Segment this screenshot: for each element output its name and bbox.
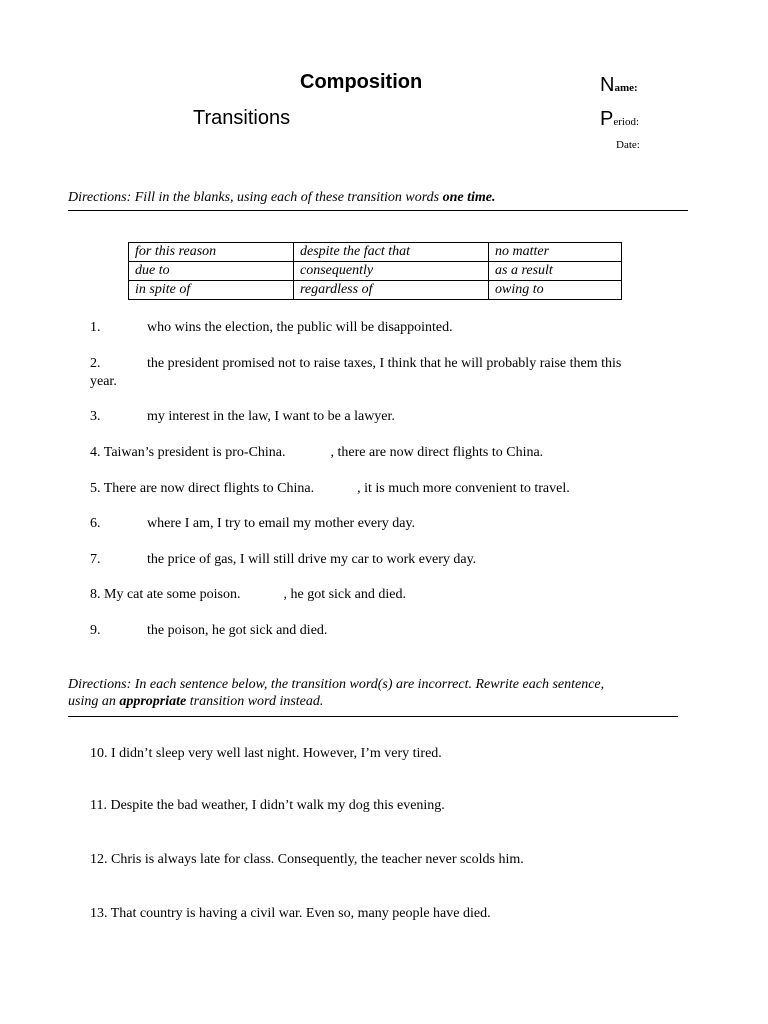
directions-fill-in-text: Directions: Fill in the blanks, using each of these transition words bbox=[68, 190, 443, 205]
period-label-initial: P bbox=[600, 108, 614, 130]
question-2-continuation: year. bbox=[90, 374, 117, 389]
question-7 bbox=[90, 551, 477, 569]
question-1 bbox=[90, 319, 453, 337]
name-label-initial: N bbox=[600, 74, 615, 96]
table-cell: due to bbox=[129, 262, 294, 281]
worksheet-title: Composition bbox=[300, 71, 423, 93]
name-label-rest: ame: bbox=[614, 82, 638, 94]
table-cell: in spite of bbox=[129, 281, 294, 300]
question-6 bbox=[90, 515, 416, 533]
question-text: my interest in the law, I want to be a lawyer. bbox=[147, 409, 395, 424]
question-9 bbox=[90, 622, 328, 640]
question-text: the poison, he got sick and died. bbox=[147, 623, 328, 638]
question-text: the president promised not to raise taxes, I think that he will probably raise them this bbox=[147, 356, 622, 371]
table-row bbox=[129, 262, 622, 281]
question-text-start: 5. There are now direct flights to China. bbox=[90, 481, 315, 496]
question-3 bbox=[90, 408, 395, 426]
worksheet-subtitle: Transitions bbox=[193, 107, 291, 129]
question-text-end: , there are now direct flights to China. bbox=[330, 445, 544, 460]
table-row bbox=[129, 281, 622, 300]
directions-fill-in-emphasis: one time. bbox=[442, 190, 496, 205]
table-cell: as a result bbox=[489, 262, 622, 281]
question-11: 11. Despite the bad weather, I didn’t walk my dog this evening. bbox=[90, 798, 445, 813]
question-number: 7. bbox=[90, 552, 101, 567]
directions-rewrite-emphasis: appropriate bbox=[119, 694, 187, 709]
question-text-start: 8. My cat ate some poison. bbox=[90, 587, 241, 602]
transition-word-table bbox=[128, 242, 622, 300]
question-8 bbox=[90, 586, 406, 604]
table-cell: owing to bbox=[489, 281, 622, 300]
directions-divider bbox=[68, 210, 688, 211]
question-number: 1. bbox=[90, 320, 101, 335]
question-10: 10. I didn’t sleep very well last night. However, I’m very tired. bbox=[90, 746, 442, 761]
question-2 bbox=[90, 355, 622, 373]
directions-rewrite-line1: Directions: In each sentence below, the transition word(s) are incorrect. Rewrite each sentence, bbox=[68, 677, 605, 692]
directions-rewrite-line2 bbox=[68, 694, 323, 710]
directions-rewrite-divider bbox=[68, 716, 678, 717]
question-number: 2. bbox=[90, 356, 101, 371]
directions-rewrite-text-b: transition word instead. bbox=[186, 694, 324, 709]
table-cell: regardless of bbox=[294, 281, 489, 300]
question-number: 3. bbox=[90, 409, 101, 424]
question-text: where I am, I try to email my mother every day. bbox=[147, 516, 416, 531]
question-number: 9. bbox=[90, 623, 101, 638]
question-13: 13. That country is having a civil war. Even so, many people have died. bbox=[90, 906, 491, 921]
table-cell: no matter bbox=[489, 243, 622, 262]
question-5 bbox=[90, 480, 570, 498]
question-number: 6. bbox=[90, 516, 101, 531]
table-cell: consequently bbox=[294, 262, 489, 281]
directions-fill-in bbox=[68, 190, 496, 206]
question-12: 12. Chris is always late for class. Consequently, the teacher never scolds him. bbox=[90, 852, 524, 867]
date-label: Date: bbox=[616, 139, 640, 151]
question-text-start: 4. Taiwan’s president is pro-China. bbox=[90, 445, 286, 460]
question-text-end: , he got sick and died. bbox=[283, 587, 406, 602]
question-text-end: , it is much more convenient to travel. bbox=[357, 481, 570, 496]
table-row bbox=[129, 243, 622, 262]
period-label bbox=[600, 108, 639, 131]
question-4 bbox=[90, 444, 543, 462]
question-text: the price of gas, I will still drive my car to work every day. bbox=[147, 552, 477, 567]
table-cell: despite the fact that bbox=[294, 243, 489, 262]
name-label bbox=[600, 74, 638, 97]
table-cell: for this reason bbox=[129, 243, 294, 262]
period-label-rest: eriod: bbox=[613, 116, 640, 128]
question-text: who wins the election, the public will be disappointed. bbox=[147, 320, 453, 335]
directions-rewrite-text-a: using an bbox=[68, 694, 120, 709]
